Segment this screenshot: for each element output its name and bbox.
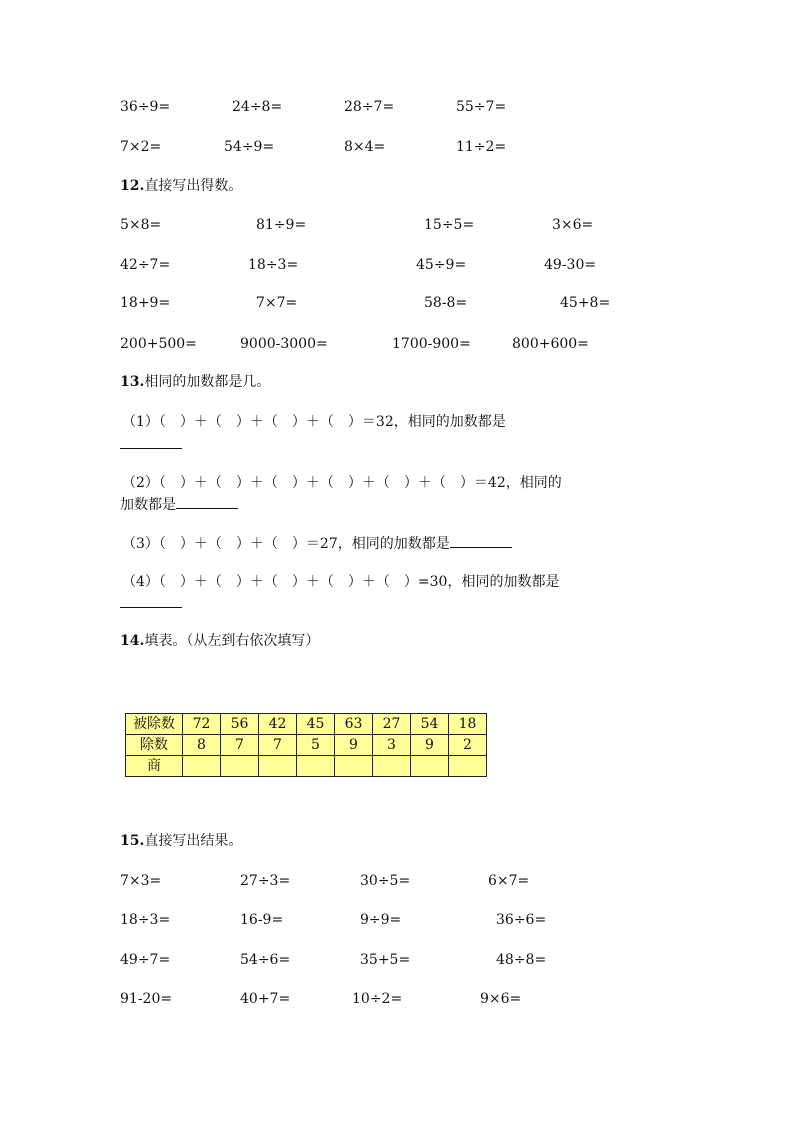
expr: 30÷5= [360,873,411,889]
table-cell: 5 [297,735,335,756]
table-cell: 9 [411,735,449,756]
expr: 11÷2= [456,139,507,155]
expr: 9÷9= [360,912,402,928]
expr: 48÷8= [496,952,547,968]
question-title: 直接写出结果。 [144,833,243,849]
fill-in-item-4: （4）（ ）＋（ ）＋（ ）＋（ ）＋（ ）=30，相同的加数都是 [122,574,560,590]
table-cell: 7 [221,735,259,756]
expr: 5×8= [120,217,162,233]
table-cell: 18 [449,714,487,735]
answer-cell[interactable] [183,756,221,777]
answer-cell[interactable] [259,756,297,777]
table-cell: 42 [259,714,297,735]
answer-cell[interactable] [335,756,373,777]
expr: 8×4= [344,139,386,155]
table-cell: 7 [259,735,297,756]
expr: 9×6= [480,991,522,1007]
answer-cell[interactable] [221,756,259,777]
question-title: 直接写出得数。 [144,178,243,194]
expr: 800+600= [512,336,589,352]
expr: 55÷7= [456,99,507,115]
expr: 81÷9= [256,217,307,233]
table-cell: 56 [221,714,259,735]
expr: 49÷7= [120,952,171,968]
fill-in-item-2: （2）（ ）＋（ ）＋（ ）＋（ ）＋（ ）＋（ ）＝42，相同的 [122,475,562,491]
expr: 18÷3= [248,257,299,273]
table-cell: 3 [373,735,411,756]
fill-in-item-1: （1）（ ）＋（ ）＋（ ）＋（ ）＝32，相同的加数都是 [122,414,506,430]
table-cell: 45 [297,714,335,735]
expr: 18÷3= [120,912,171,928]
table-cell: 72 [183,714,221,735]
table-row-quotient [126,756,487,777]
answer-blank[interactable] [120,448,182,449]
question-title: 相同的加数都是几。 [144,374,271,390]
table-cell: 9 [335,735,373,756]
question-title: 填表。（从左到右依次填写） [144,633,320,649]
answer-cell[interactable] [373,756,411,777]
expr: 28÷7= [344,99,395,115]
expr: 10÷2= [352,991,403,1007]
answer-cell[interactable] [411,756,449,777]
row-header: 被除数 [126,714,183,735]
table-row-divisor [126,735,487,756]
expr: 91-20= [120,991,173,1007]
expr: 49-30= [544,257,597,273]
expr: 36÷6= [496,912,547,928]
table-cell: 54 [411,714,449,735]
expr: 24÷8= [232,99,283,115]
expr: 58-8= [424,295,468,311]
question-12-heading [120,177,242,195]
expr: 54÷6= [240,952,291,968]
table-cell: 63 [335,714,373,735]
question-number: 13. [120,374,145,390]
expr: 3×6= [552,217,594,233]
answer-blank[interactable] [450,533,512,548]
answer-blank[interactable] [120,607,182,608]
table-row-dividend [126,714,487,735]
division-table [125,713,487,777]
expr: 9000-3000= [240,336,328,352]
question-number: 14. [120,633,145,649]
expr: 27÷3= [240,873,291,889]
answer-blank[interactable] [176,494,238,509]
item-text: 加数都是 [120,497,176,513]
expr: 7×3= [120,873,162,889]
row-header: 除数 [126,735,183,756]
expr: 16-9= [240,912,284,928]
expr: 35+5= [360,952,411,968]
fill-in-item-2-line2 [120,494,238,514]
question-number: 12. [120,178,145,194]
table-cell: 8 [183,735,221,756]
table-cell: 27 [373,714,411,735]
expr: 7×7= [256,295,298,311]
expr: 42÷7= [120,257,171,273]
row-header: 商 [126,756,183,777]
expr: 6×7= [488,873,530,889]
expr: 45+8= [560,295,611,311]
expr: 200+500= [120,336,197,352]
expr: 7×2= [120,139,162,155]
expr: 45÷9= [416,257,467,273]
fill-in-item-3 [122,533,512,553]
question-number: 15. [120,833,145,849]
question-15-heading [120,832,242,850]
item-text: （3）（ ）＋（ ）＋（ ）＝27，相同的加数都是 [122,536,450,552]
expr: 40+7= [240,991,291,1007]
question-14-heading [120,632,319,650]
expr: 18+9= [120,295,171,311]
expr: 15÷5= [424,217,475,233]
answer-cell[interactable] [297,756,335,777]
table-cell: 2 [449,735,487,756]
expr: 54÷9= [224,139,275,155]
answer-cell[interactable] [449,756,487,777]
expr: 1700-900= [392,336,471,352]
question-13-heading [120,373,270,391]
expr: 36÷9= [120,99,171,115]
